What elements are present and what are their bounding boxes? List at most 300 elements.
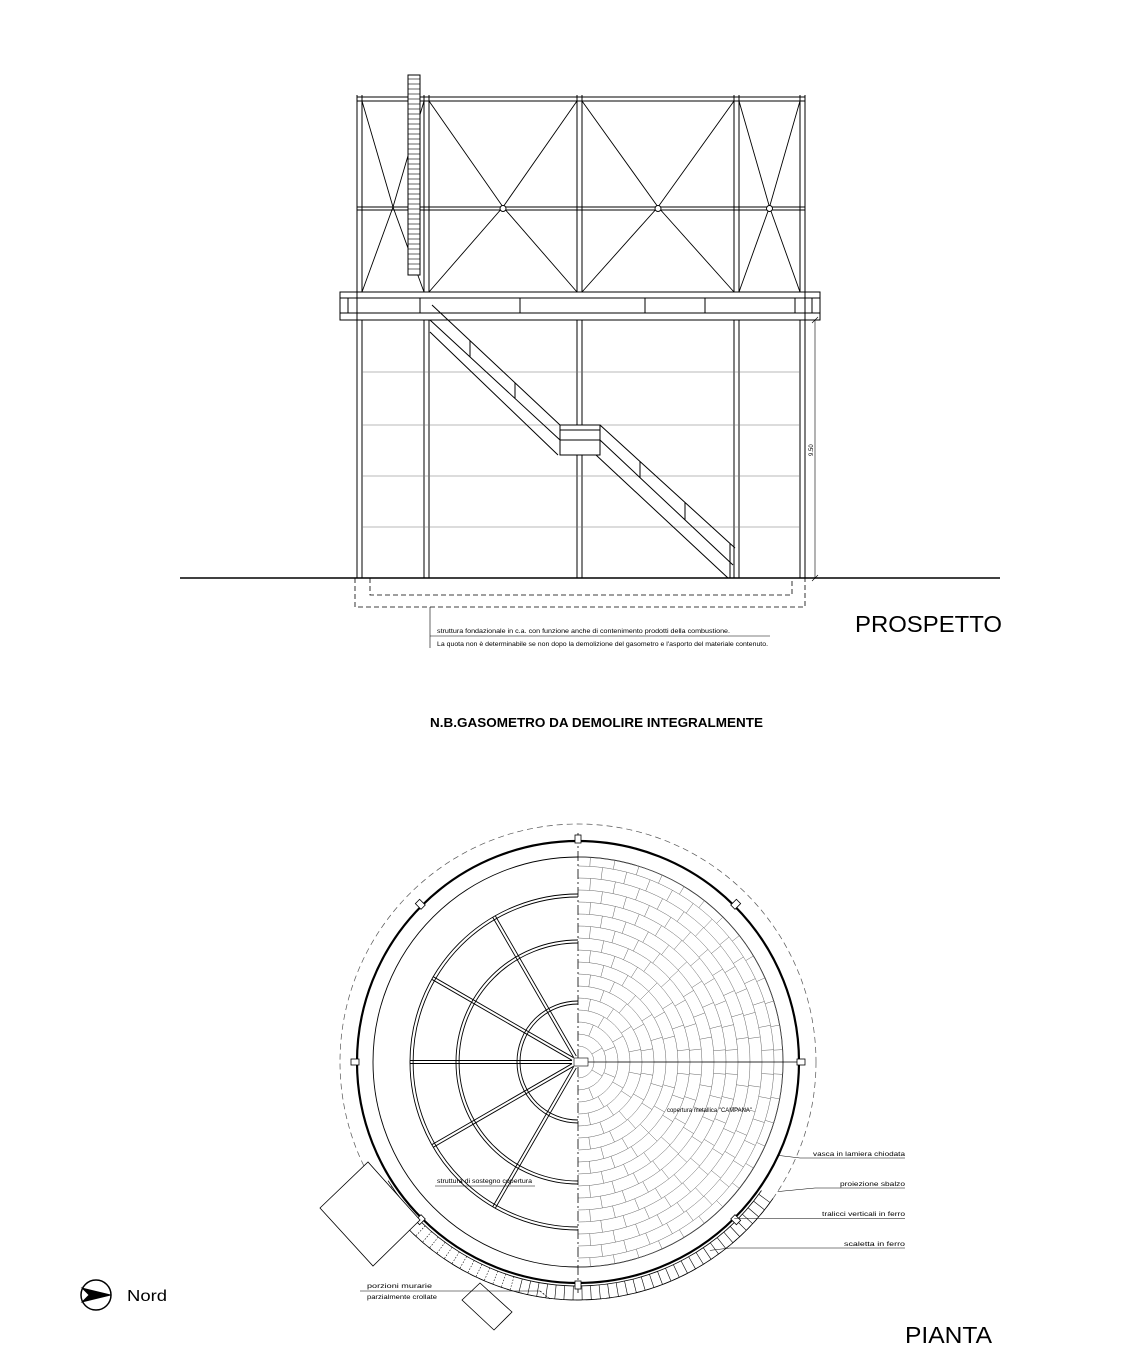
cladding-joint — [601, 868, 603, 880]
cladding-joint — [657, 1215, 663, 1226]
foundation-note-line-1: struttura fondazionale in c.a. con funzione anche di contenimento prodotti della combustione. — [437, 628, 731, 635]
stair-tread — [748, 1208, 759, 1217]
foundation-outline — [355, 578, 805, 607]
cladding-joint — [725, 966, 735, 972]
cladding-joint — [717, 1201, 723, 1207]
stair-handrail — [432, 305, 560, 425]
cladding-joint — [622, 922, 626, 933]
cladding-joint — [732, 1014, 744, 1017]
cladding-joint — [607, 1105, 614, 1115]
cladding-joint — [657, 899, 663, 910]
north-label: Nord — [127, 1288, 167, 1305]
cladding-joint — [746, 1163, 754, 1168]
stair-tread — [476, 1264, 482, 1277]
cladding-joint — [771, 1025, 780, 1027]
cladding-joint — [699, 1216, 705, 1223]
cladding-joint — [674, 940, 682, 949]
stair-tread — [416, 1226, 426, 1236]
cladding-joint — [695, 928, 703, 937]
cladding-joint — [628, 995, 636, 1004]
stair-tread — [437, 1242, 445, 1253]
cladding-joint — [704, 1139, 714, 1145]
platform-outline — [340, 292, 820, 320]
label-masonry-1: porzioni murarie — [367, 1283, 433, 1290]
brace — [429, 101, 577, 292]
cladding-joint — [715, 1001, 726, 1006]
cladding-joint — [588, 1113, 590, 1125]
cladding-joint — [589, 1185, 590, 1197]
cladding-joint — [662, 945, 669, 954]
cladding-joint — [653, 1161, 660, 1171]
cladding-joint — [629, 1072, 641, 1074]
stair-tread — [493, 1271, 498, 1284]
north-arrow-icon — [81, 1280, 111, 1310]
cladding-joint — [622, 975, 628, 985]
cladding-joint — [677, 1203, 684, 1213]
stair-tread — [564, 1286, 565, 1300]
cladding-joint — [689, 1049, 701, 1050]
cladding-joint — [636, 889, 640, 900]
cladding-joint — [663, 1085, 675, 1088]
ladder — [408, 75, 420, 275]
cladding-joint — [589, 951, 590, 963]
cladding-joint — [720, 1179, 729, 1187]
stair-tread — [452, 1252, 459, 1264]
cladding-joint — [678, 1154, 687, 1162]
foundation — [355, 578, 805, 607]
cladding-joint — [703, 1003, 714, 1008]
cladding-joint — [704, 1196, 712, 1205]
cladding-joint — [651, 1037, 663, 1040]
cladding-joint — [771, 1097, 780, 1099]
cladding-joint — [683, 990, 693, 996]
cladding-joint — [700, 1037, 712, 1039]
cladding-joint — [621, 1091, 631, 1098]
cladding-joint — [675, 1118, 685, 1124]
cladding-joint — [589, 975, 591, 987]
lattice-column-marker — [575, 835, 581, 843]
cladding-joint — [613, 860, 615, 869]
cladding-joint — [736, 989, 747, 994]
radial-beam — [432, 1064, 572, 1145]
cladding-joint — [722, 1025, 734, 1028]
cladding-joint — [642, 1103, 652, 1109]
label-masonry-2: parzialmente crollate — [367, 1294, 438, 1301]
cladding-joint — [588, 999, 590, 1011]
radial-beam — [495, 1068, 576, 1208]
cladding-joint — [667, 1223, 673, 1234]
cladding-joint — [686, 903, 693, 913]
cladding-joint — [679, 887, 684, 895]
label-tank: vasca in lamiera chiodata — [813, 1151, 906, 1158]
cladding-joint — [624, 872, 627, 884]
cladding-joint — [590, 1234, 591, 1246]
cladding-joint — [748, 1085, 760, 1087]
cladding-joint — [589, 1137, 591, 1149]
cladding-joint — [607, 1009, 614, 1019]
cladding-joint — [675, 1000, 685, 1006]
foundation-inner — [370, 578, 792, 595]
cladding-joint — [613, 1036, 623, 1042]
cladding-joint — [636, 866, 639, 875]
north-arrow-pointer — [82, 1288, 111, 1302]
cladding-joint — [726, 1049, 738, 1050]
stair-tread — [599, 1285, 600, 1299]
cladding-joint — [711, 946, 720, 954]
cladding-joint — [753, 1119, 764, 1123]
cladding-joint — [658, 1241, 662, 1249]
cladding-joint — [631, 967, 637, 977]
cladding-joint — [695, 1188, 703, 1197]
cladding-joint — [663, 1036, 675, 1039]
stair-tread — [641, 1277, 645, 1290]
cladding-joint — [633, 940, 638, 951]
cladding-joint — [714, 1073, 726, 1074]
cladding-joint — [611, 1156, 615, 1167]
cladding-joint — [589, 1025, 594, 1036]
cladding-joint — [589, 927, 590, 939]
leader-stair — [710, 1248, 905, 1250]
cladding-joint — [710, 1026, 722, 1029]
cladding-joint — [644, 1153, 651, 1163]
stair-tread — [724, 1232, 733, 1243]
north-indicator — [81, 1280, 167, 1310]
ladder-frame — [408, 75, 420, 275]
cladding-joint — [590, 1210, 591, 1222]
cladding-joint — [641, 1073, 653, 1075]
stair-tread — [460, 1256, 467, 1268]
stair-tread — [658, 1271, 663, 1284]
cladding-joint — [691, 958, 700, 966]
cladding-joint — [704, 978, 714, 984]
plan-labels — [360, 1107, 906, 1301]
cladding-joint — [692, 981, 702, 988]
cladding-joint — [622, 1138, 628, 1148]
cladding-joint — [733, 957, 743, 963]
cladding-joint — [649, 1133, 657, 1141]
stair-tread — [730, 1226, 740, 1236]
brace — [582, 101, 734, 292]
lattice-column-marker — [575, 1281, 581, 1289]
brace-node — [500, 206, 506, 212]
label-overhang: proiezione sbalzo — [840, 1181, 906, 1188]
cladding-joint — [685, 1024, 696, 1028]
cladding-joint — [600, 991, 604, 1002]
cladding-joint — [643, 932, 649, 943]
cladding-joint — [628, 1119, 636, 1128]
cladding-joint — [601, 892, 603, 904]
cladding-joint — [654, 1106, 664, 1112]
cladding-joint — [672, 1095, 683, 1099]
cladding-joint — [601, 1147, 604, 1159]
cladding-joint — [651, 1083, 663, 1086]
cladding-joint — [670, 970, 679, 978]
cladding-joint — [610, 1131, 615, 1142]
cladding-joint — [724, 991, 735, 996]
stair-tread — [501, 1274, 506, 1287]
cladding-joint — [744, 979, 755, 984]
cladding-joint — [691, 1158, 700, 1166]
cladding-joint — [589, 1088, 594, 1099]
radial-beam — [432, 979, 572, 1060]
brace — [739, 101, 800, 292]
cladding-joint — [774, 1050, 783, 1051]
cladding-joint — [644, 906, 649, 917]
cladding-joint — [598, 1097, 604, 1107]
cladding-joint — [623, 1216, 626, 1228]
label-roof-support: struttura di sostegno copertura — [437, 1178, 533, 1185]
cladding-joint — [762, 1074, 774, 1075]
radial-beam — [433, 1066, 573, 1147]
cladding-joint — [619, 1004, 627, 1013]
cladding-joint — [765, 1120, 774, 1123]
cladding-joint — [590, 878, 591, 890]
cladding-joint — [699, 1167, 708, 1175]
cladding-joint — [654, 1012, 664, 1018]
stair-tread — [468, 1261, 474, 1273]
cladding-joint — [665, 1197, 671, 1207]
cladding-joint — [661, 979, 670, 987]
cladding-joint — [711, 1171, 720, 1179]
stair-tread — [422, 1232, 431, 1243]
stair-stringer — [600, 440, 733, 565]
cladding-joint — [677, 1073, 689, 1074]
cladding-joint — [678, 962, 687, 970]
cladding-joint — [601, 965, 604, 977]
cladding-joint — [715, 1119, 726, 1124]
cladding-joint — [590, 857, 591, 866]
cladding-joint — [679, 1230, 684, 1238]
cladding-joint — [692, 1136, 702, 1143]
cladding-joint — [665, 917, 671, 927]
stair-tread — [555, 1285, 556, 1299]
cladding-joint — [643, 1182, 649, 1193]
stair-tread — [689, 1257, 696, 1269]
cladding-joint — [611, 956, 615, 967]
cladding-joint — [670, 1146, 679, 1154]
cladding-joint — [753, 1001, 764, 1005]
walkway-platform — [340, 292, 820, 320]
lattice-column-marker — [731, 899, 741, 909]
stair-stringer — [430, 332, 558, 455]
cladding-joint — [590, 902, 591, 914]
cladding-joint — [649, 983, 657, 991]
cladding-joint — [653, 953, 660, 963]
cladding-joint — [699, 901, 705, 908]
cladding-joint — [613, 1082, 623, 1088]
cladding-joint — [592, 1070, 602, 1076]
cladding-joint — [700, 1085, 712, 1087]
cladding-joint — [613, 1255, 615, 1264]
cladding-joint — [601, 1172, 603, 1184]
cladding-joint — [629, 1050, 641, 1052]
cladding-joint — [759, 1096, 771, 1098]
cladding-joint — [600, 1122, 604, 1133]
cladding-joint — [601, 1220, 603, 1232]
stair-tread — [608, 1284, 610, 1298]
lattice-column-marker — [351, 1059, 359, 1065]
cladding-joint — [683, 1127, 693, 1133]
foundation-note-line-2: La quota non è determinabile se non dopo la demolizione del gasometro e l'asporto del materiale contenuto. — [437, 641, 769, 648]
radial-beam — [493, 1066, 574, 1206]
radial-beams — [410, 916, 576, 1208]
demolition-note: N.B.GASOMETRO DA DEMOLIRE INTEGRALMENTE — [430, 715, 764, 730]
stair-tread — [484, 1268, 490, 1281]
cladding-joint — [633, 1173, 638, 1184]
cladding-joint — [612, 931, 615, 943]
cladding-joint — [613, 1230, 615, 1242]
cladding-joint — [710, 1095, 722, 1098]
cladding-joint — [672, 1025, 683, 1029]
cladding-joint — [633, 1094, 643, 1100]
cladding-joint — [604, 1047, 615, 1052]
cladding-joint — [641, 1049, 653, 1051]
cladding-joint — [592, 1048, 602, 1054]
cladding-joint — [733, 1161, 743, 1167]
cladding-joint — [757, 978, 765, 982]
cladding-joint — [598, 1017, 604, 1027]
cladding-joint — [622, 1191, 626, 1202]
stair-stringer — [430, 320, 560, 440]
stair-tread — [754, 1201, 765, 1210]
cladding-joint — [694, 1013, 705, 1017]
cladding-joint — [736, 1038, 748, 1040]
cladding-joint — [635, 914, 640, 925]
stair-tread — [591, 1286, 592, 1300]
elevation-title: PROSPETTO — [855, 611, 1002, 637]
cladding-joint — [644, 962, 651, 972]
stair-tread — [696, 1252, 703, 1264]
stair-tread — [625, 1281, 628, 1295]
cladding-joint — [623, 897, 626, 909]
stair-tread — [616, 1283, 618, 1297]
cladding-joint — [631, 1147, 637, 1157]
cladding-joint — [713, 1149, 723, 1155]
cladding-joint — [619, 1111, 627, 1120]
leader-overhang — [778, 1188, 905, 1192]
cladding-joint — [703, 1117, 714, 1122]
stair-tread — [430, 1237, 439, 1248]
cladding-joint — [759, 1025, 771, 1027]
stair-tread — [666, 1268, 671, 1281]
cladding-joint — [624, 1240, 627, 1252]
stair-edge — [388, 1181, 761, 1286]
stair-tread — [528, 1281, 531, 1295]
label-roof-bell: copertura metallica "CAMPANA" — [667, 1107, 753, 1114]
cladding-joint — [714, 1050, 726, 1051]
cladding-joint — [746, 956, 754, 961]
dimension-value: 9.50 — [809, 444, 815, 456]
radial-beam — [433, 977, 573, 1058]
cladding-joint — [736, 1131, 747, 1136]
cladding-joint — [732, 936, 739, 942]
stair-tread — [519, 1279, 522, 1293]
stair-tread — [681, 1261, 687, 1273]
cladding-joint — [683, 1183, 691, 1192]
lattice-column-marker — [797, 1059, 805, 1065]
cladding-joint — [636, 1249, 639, 1258]
cladding-joint — [624, 949, 629, 960]
center-marker — [574, 1058, 588, 1066]
stair-tread — [717, 1238, 726, 1249]
stair-tread — [444, 1247, 452, 1259]
cladding-joint — [601, 1245, 603, 1257]
cladding-joint — [667, 890, 673, 901]
cladding-joint — [677, 912, 684, 922]
cladding-joint — [744, 1140, 755, 1145]
cladding-joint — [635, 1199, 640, 1210]
radial-beam — [495, 916, 576, 1056]
plan-view — [320, 824, 993, 1348]
cladding-joint — [621, 1026, 631, 1033]
cladding-joint — [624, 1164, 629, 1175]
cladding-joint — [663, 1002, 673, 1008]
label-lattice: tralicci verticali in ferro — [822, 1211, 906, 1218]
cladding-joint — [612, 1181, 615, 1193]
cladding-joint — [600, 1196, 602, 1208]
stair-tread — [673, 1265, 679, 1278]
cladding-joint — [744, 1012, 756, 1015]
stair-stringer — [596, 455, 728, 578]
cladding-joint — [636, 1224, 640, 1235]
cladding-joint — [732, 1183, 739, 1189]
stair-tread — [759, 1194, 770, 1202]
cladding-joint — [736, 1085, 748, 1087]
stair-tread — [633, 1279, 636, 1293]
cladding-joint — [610, 982, 615, 993]
cladding-joint — [720, 937, 729, 945]
cladding-joint — [655, 926, 661, 936]
cladding-joint — [699, 949, 708, 957]
masonry-block — [462, 1283, 512, 1330]
cladding-joint — [589, 1161, 590, 1173]
cladding-joint — [655, 1188, 661, 1198]
cladding-joint — [717, 917, 723, 923]
support-ring — [459, 943, 578, 1181]
label-stair: scaletta in ferro — [844, 1241, 906, 1248]
cladding-joint — [748, 1037, 760, 1039]
cladding-joint — [762, 1050, 774, 1051]
cladding-joint — [713, 969, 723, 975]
cladding-joint — [722, 1097, 734, 1100]
cladding-joint — [683, 932, 691, 941]
cladding-joint — [662, 1169, 669, 1178]
height-dimension — [809, 317, 818, 581]
cladding-joint — [689, 1074, 701, 1075]
cladding-joint — [640, 991, 648, 999]
cladding-joint — [704, 919, 712, 928]
cladding-joint — [640, 1124, 648, 1132]
cladding-joint — [663, 1115, 673, 1121]
cladding-joint — [757, 1142, 765, 1146]
stair-tread — [649, 1274, 653, 1287]
collapsed-masonry — [320, 1162, 550, 1330]
cladding-joint — [613, 1206, 616, 1218]
cladding-joint — [774, 1074, 783, 1075]
cladding-joint — [646, 880, 650, 891]
lattice-column-marker — [415, 899, 425, 909]
cladding-joint — [686, 1211, 693, 1221]
brace-node — [767, 206, 773, 212]
cladding-joint — [765, 1001, 774, 1004]
cladding-joint — [677, 1049, 689, 1050]
stair-tread — [742, 1214, 752, 1224]
radial-beam — [493, 917, 574, 1057]
stair-tread — [510, 1277, 514, 1290]
cladding-joint — [601, 941, 603, 953]
support-ring — [520, 1004, 578, 1120]
cladding-joint — [685, 1097, 696, 1101]
